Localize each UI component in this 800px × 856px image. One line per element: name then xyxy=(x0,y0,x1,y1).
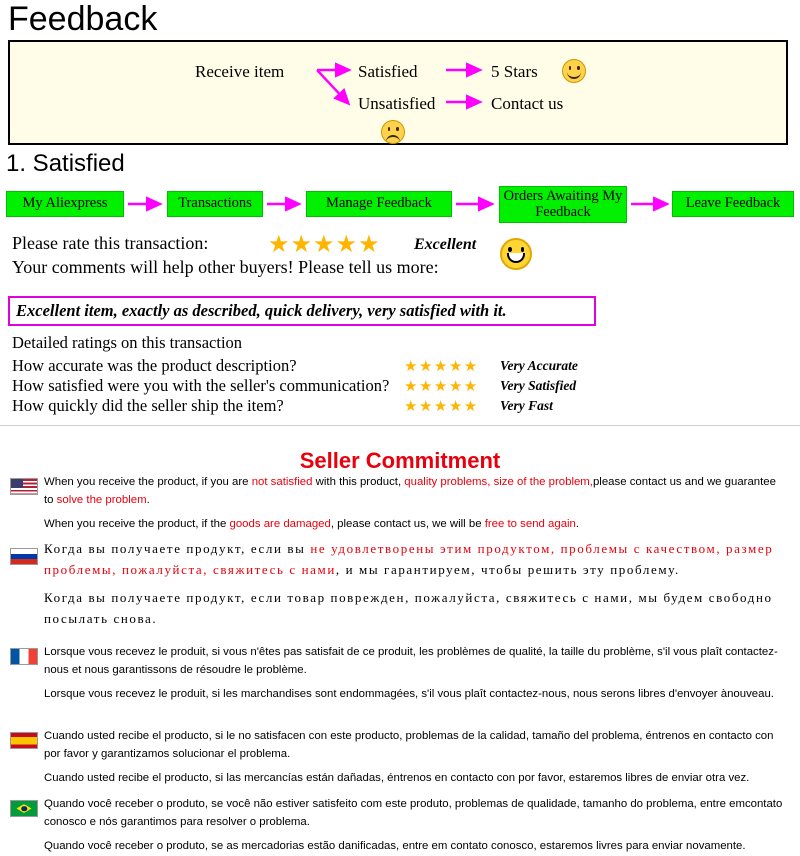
arrow-step-4-icon xyxy=(631,196,673,214)
fr-p2: Lorsque vous recevez le produit, si les marchandises sont endommagées, s'il vous plaît contactez-nous, nous serons libres d'envoyer ànouveau. xyxy=(44,688,774,701)
flow-satisfied: Satisfied xyxy=(358,62,418,81)
ru-p1-r: не удовлетворены этим продуктом, проблемы с качеством, размер проблемы, пожалуйста, свяжитесь с нами xyxy=(44,541,774,578)
commitment-text-en xyxy=(44,474,788,534)
ru-p1-b: , и мы гарантируем, чтобы решить эту проблему. xyxy=(335,562,680,578)
feedback-flow-box xyxy=(8,40,788,145)
rating-stars-2[interactable]: ★★★★★ xyxy=(404,377,479,395)
rating-stars-3[interactable]: ★★★★★ xyxy=(404,397,479,415)
en-p1-r3: solve the problem xyxy=(56,493,147,506)
pt-p2: Quando você receber o produto, se as mercadorias estão danificadas, entre em contato conosco, estaremos livres para enviar novamente. xyxy=(44,840,746,853)
fr-p1: Lorsque vous recevez le produit, si vous n'êtes pas satisfait de ce produit, les problèmes de qualité, la taille du problème, s'il vous plaît contactez-nous et nous garantissons de résoudre le problème. xyxy=(44,646,778,676)
step-orders-awaiting[interactable]: Orders Awaiting My Feedback xyxy=(499,186,627,223)
comments-prompt: Your comments will help other buyers! Please tell us more: xyxy=(12,257,439,277)
en-p1-b: with this product, xyxy=(312,476,405,488)
step-manage-feedback[interactable]: Manage Feedback xyxy=(306,191,452,217)
rating-verdict-2: Very Satisfied xyxy=(500,378,577,393)
commitment-text-fr xyxy=(44,644,788,704)
arrow-to-five-stars-icon xyxy=(444,60,486,86)
flag-es-icon xyxy=(10,732,38,749)
en-p2-a: When you receive the product, if the xyxy=(44,518,230,531)
arrow-to-contact-icon xyxy=(444,92,486,118)
rating-verdict-3: Very Fast xyxy=(500,398,553,413)
arrow-step-3-icon xyxy=(456,196,498,214)
ru-p1-a: Когда вы получаете продукт, если вы xyxy=(44,541,311,556)
rating-question-2: How satisfied were you with the seller's communication? xyxy=(12,376,390,395)
en-p2-r1: goods are damaged xyxy=(229,518,331,531)
comment-input-value: Excellent item, exactly as described, quick delivery, very satisfied with it. xyxy=(16,301,507,320)
en-p1-r2: quality problems, size of the problem, xyxy=(404,476,593,488)
en-p1-d: . xyxy=(146,493,150,506)
en-p1-r1: not satisfied xyxy=(251,476,313,488)
flag-us-icon xyxy=(10,478,38,495)
section-divider xyxy=(0,425,800,426)
ru-p2: Когда вы получаете продукт, если товар поврежден, пожалуйста, свяжитесь с нами, мы будем свободно посылать снова. xyxy=(44,589,773,627)
rate-prompt: Please rate this transaction: xyxy=(12,233,209,253)
en-p1-a: When you receive the product, if you are xyxy=(44,476,252,488)
es-p2: Cuando usted recibe el producto, si las mercancías están dañadas, éntrenos en contacto con por favor, estaremos libres de enviar otra vez. xyxy=(44,772,750,785)
pt-p1: Quando você receber o produto, se você não estiver satisfeito com este produto, problemas de qualidade, tamanho do problema, entre emcontato conosco e nós garantimos para resolver o problema. xyxy=(44,798,783,828)
es-p1: Cuando usted recibe el producto, si le no satisfacen con este producto, problemas de la calidad, tamaño del problema, éntrenos en contacto con por favor y garantizamos solucionar el problema. xyxy=(44,730,774,760)
flow-five-stars: 5 Stars xyxy=(491,62,538,81)
step-transactions[interactable]: Transactions xyxy=(167,191,263,217)
rating-question-1: How accurate was the product description? xyxy=(12,356,297,375)
flow-unsatisfied: Unsatisfied xyxy=(358,94,436,113)
smiley-happy-icon xyxy=(562,59,586,83)
flow-contact-us: Contact us xyxy=(491,94,564,113)
rating-word: Excellent xyxy=(414,236,477,253)
smiley-happy-large-icon xyxy=(500,238,532,270)
en-p2-c: . xyxy=(575,518,580,531)
commitment-text-ru xyxy=(44,538,788,630)
transaction-star-rating[interactable]: ★★★★★ xyxy=(268,230,381,258)
page-title: Feedback xyxy=(8,0,158,38)
commitment-text-pt xyxy=(44,796,788,856)
rating-stars-1[interactable]: ★★★★★ xyxy=(404,357,479,375)
rating-verdict-1: Very Accurate xyxy=(500,358,578,373)
en-p1-c: please contact us and we guarantee to xyxy=(44,476,776,506)
commitment-text-es xyxy=(44,728,788,788)
section-title-satisfied: 1. Satisfied xyxy=(6,150,125,177)
step-my-aliexpress[interactable]: My Aliexpress xyxy=(6,191,124,217)
en-p2-r2: free to send again xyxy=(484,518,576,531)
step-leave-feedback[interactable]: Leave Feedback xyxy=(672,191,794,217)
flag-fr-icon xyxy=(10,648,38,665)
arrow-step-1-icon xyxy=(128,196,166,214)
seller-commitment-title: Seller Commitment xyxy=(299,448,501,473)
arrow-step-2-icon xyxy=(267,196,305,214)
en-p2-b: , please contact us, we will be xyxy=(330,518,485,531)
rating-question-3: How quickly did the seller ship the item? xyxy=(12,396,284,415)
flag-ru-icon xyxy=(10,548,38,565)
smiley-sad-icon xyxy=(381,120,405,144)
comment-input[interactable] xyxy=(8,296,596,326)
flow-receive-item: Receive item xyxy=(195,62,285,81)
flag-br-icon xyxy=(10,800,38,817)
detailed-ratings-heading: Detailed ratings on this transaction xyxy=(12,333,243,352)
arrow-to-unsatisfied-icon xyxy=(315,60,357,120)
